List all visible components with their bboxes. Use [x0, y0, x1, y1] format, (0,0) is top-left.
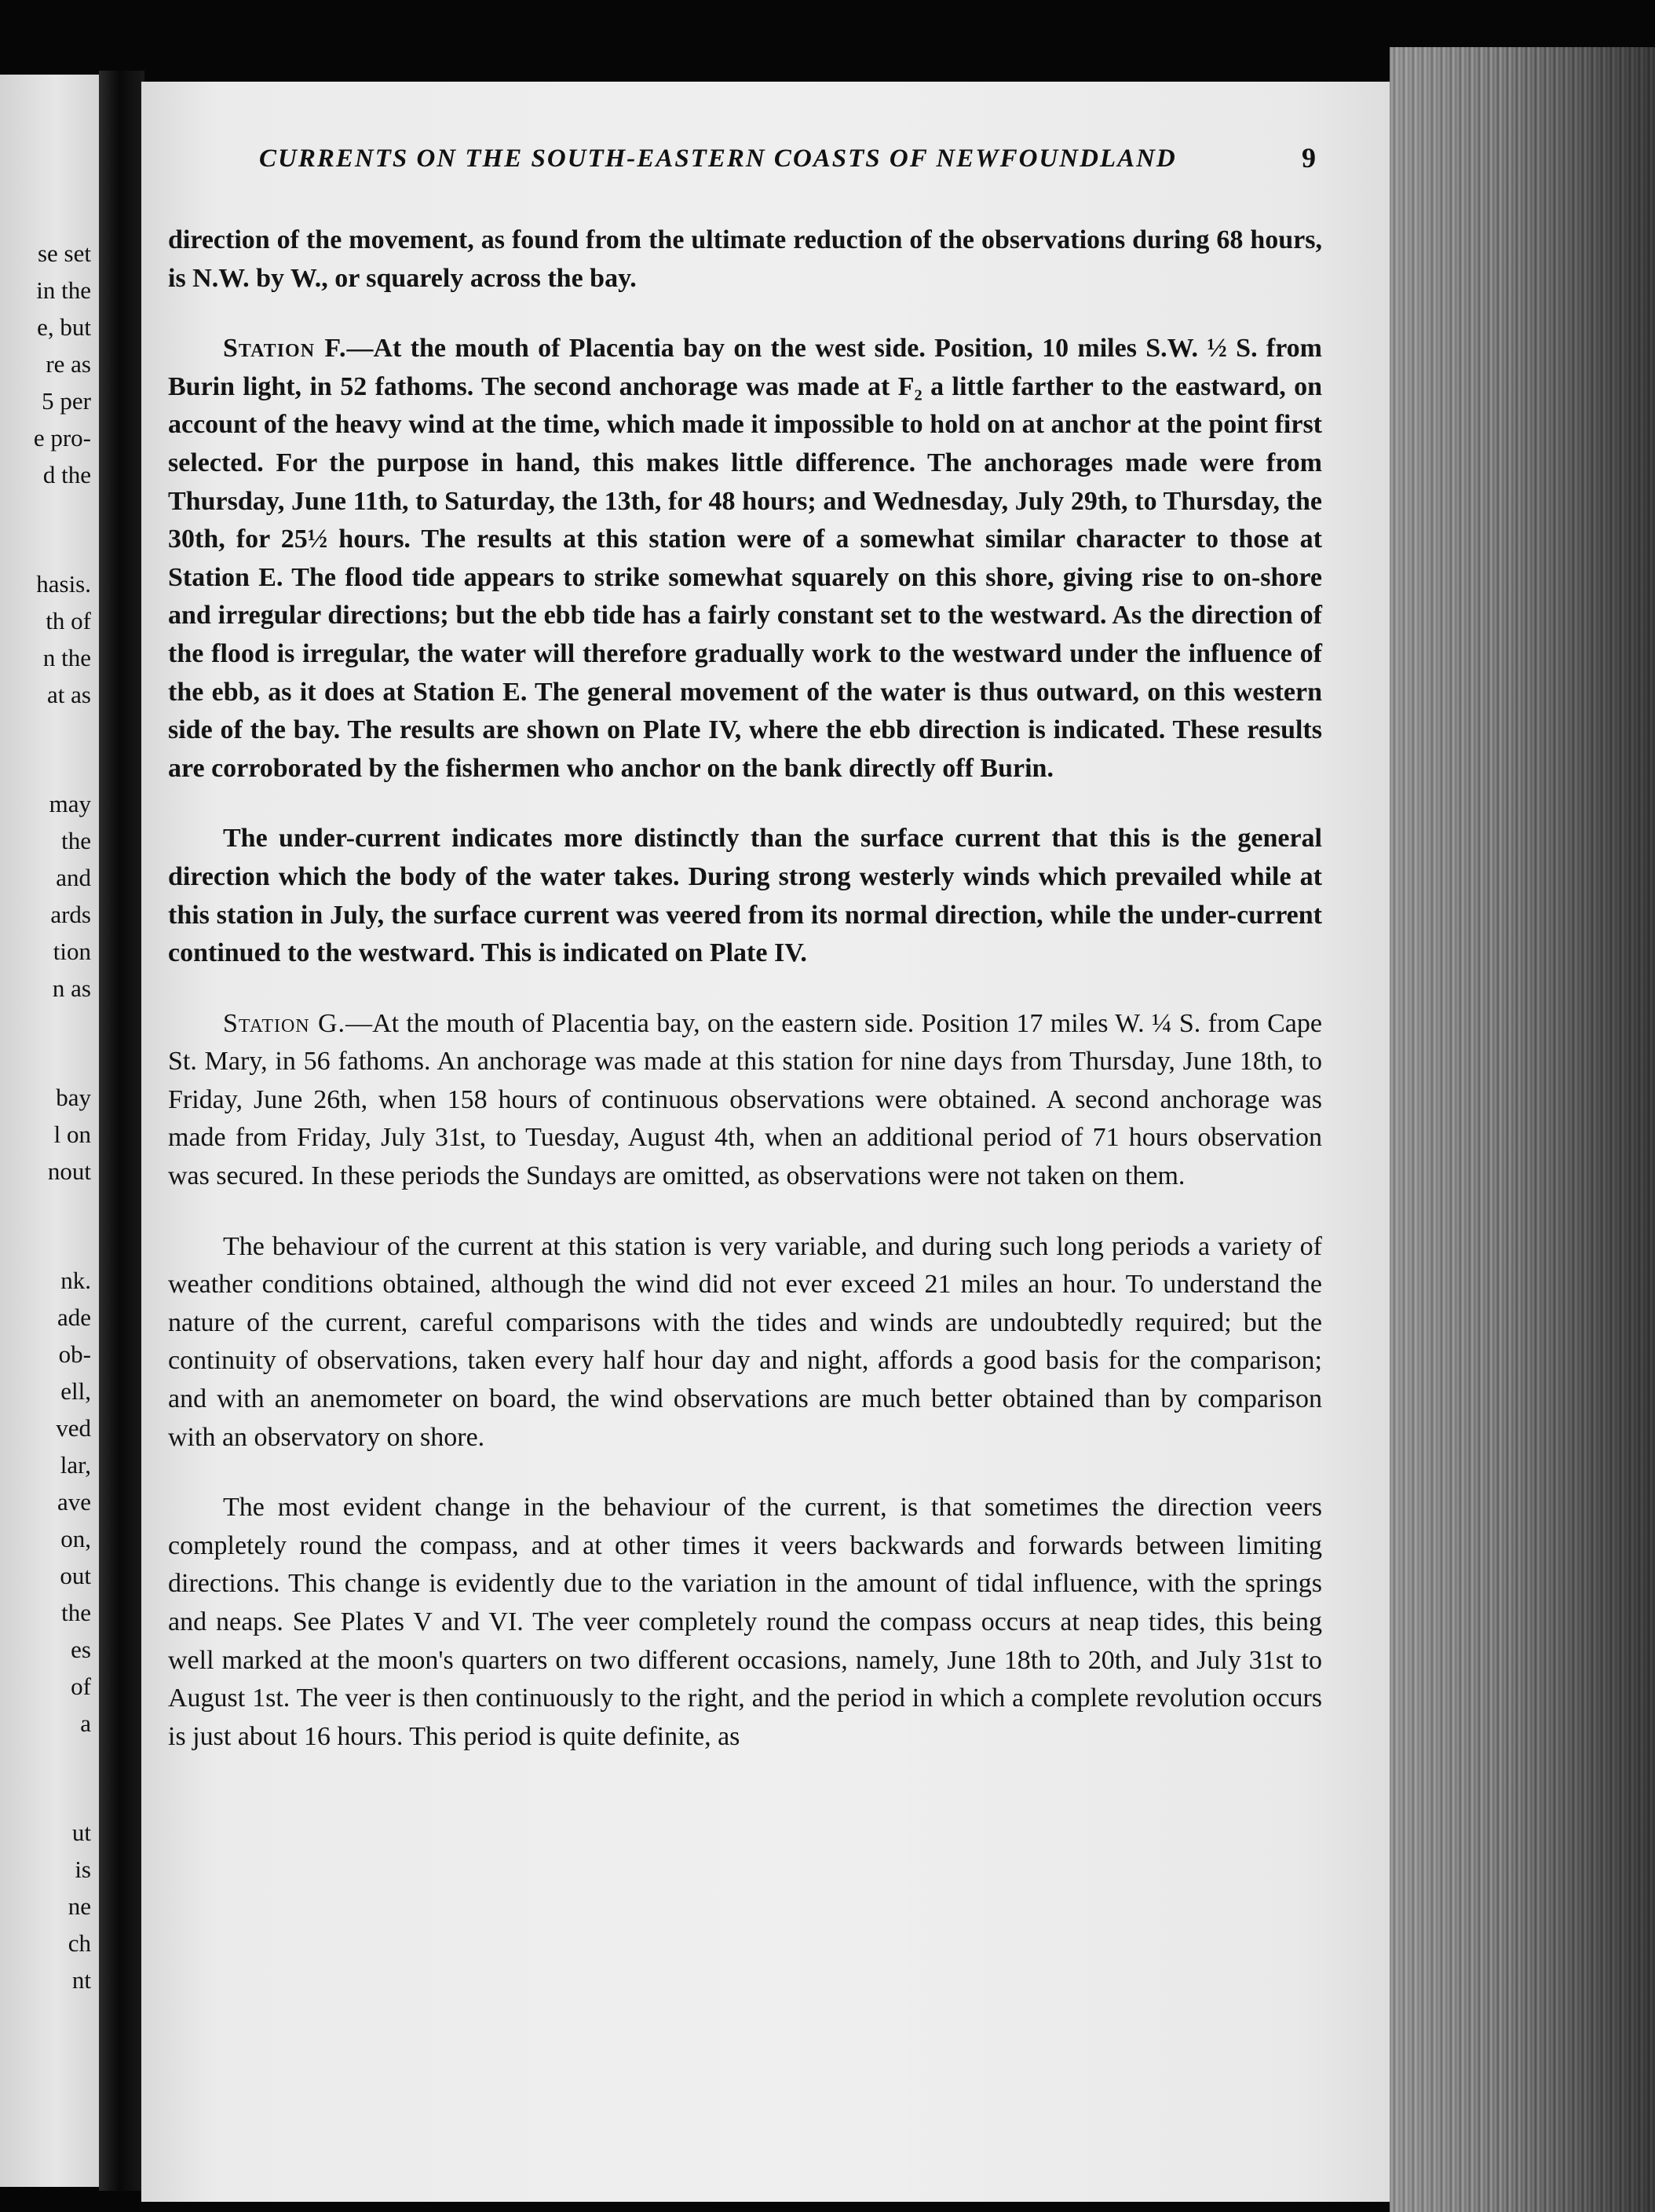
left-page-fragment: ards	[50, 901, 91, 928]
left-page-fragment: es	[71, 1636, 91, 1663]
left-page-fragment: out	[60, 1562, 91, 1589]
left-page-fragment: in the	[36, 276, 91, 304]
left-page-fragment: e, but	[37, 313, 91, 341]
left-page-fragment: ave	[57, 1488, 91, 1515]
left-page-fragment: re as	[46, 350, 91, 378]
paragraph-veer-compass	[168, 1489, 1322, 1756]
left-page-fragment: th of	[46, 607, 91, 634]
left-page-fragment: d the	[42, 461, 91, 488]
left-page-fragment: nt	[71, 1966, 91, 1994]
page-number: 9	[1302, 142, 1316, 174]
left-page-fragment: nout	[47, 1157, 91, 1185]
body-text	[168, 221, 1322, 1788]
book-gutter	[99, 71, 144, 2191]
left-page-fragment: bay	[56, 1084, 91, 1111]
left-page-fragment: and	[56, 864, 91, 891]
paragraph-continuation	[168, 221, 1322, 298]
left-page-fragment: hasis.	[36, 570, 91, 598]
left-page-fragment: ade	[57, 1303, 91, 1331]
paragraph-text: The most evident change in the behaviour of the current, is that sometimes the direction veers completely round the compass, and at other times it veers backwards and forwards between limiting directions. This change is evidently due to the variation in the amount of tidal influence, with the springs and neaps. See Plates V and VI. The veer completely round the compass occurs at neap tides, this being well marked at the moon's quarters on two different occasions, namely, June 18th to 20th, and July 31st to August 1st. The veer is then continuously to the right, and the period in which a complete revolution occurs is just about 16 hours. This period is quite definite, as	[168, 1493, 1322, 1751]
station-heading: Station F.	[223, 334, 347, 364]
left-page-fragment: ut	[71, 1819, 91, 1846]
left-page-fragment: e pro-	[33, 424, 91, 452]
paragraph-text: —At the mouth of Placentia bay, on the eastern side. Position 17 miles W. ¼ S. from Cape St. Mary, in 56 fathoms. An anchorage was made at this station for nine days from Thursday, June 18th, to Friday, June 26th, when 158 hours of continuous observations were obtained. A second anchorage was made from Friday, July 31st, to Tuesday, August 4th, when an additional period of 71 hours observation was secured. In these periods the Sundays are omitted, as observations were not taken on them.	[168, 1008, 1322, 1191]
left-page-fragment: on,	[60, 1525, 91, 1552]
left-page-fragment: 5 per	[42, 387, 91, 415]
left-page-fragment: the	[61, 1599, 91, 1626]
paragraph-text: direction of the movement, as found from the ultimate reduction of the observations during 68 hours, is N.W. by W., or squarely across the bay.	[168, 225, 1322, 293]
left-page-fragment: ne	[68, 1892, 91, 1920]
left-page-fragment: se set	[37, 239, 91, 267]
left-page-fragment: ell,	[60, 1377, 91, 1405]
paragraph-station-f	[168, 330, 1322, 788]
station-heading: Station G.	[223, 1008, 346, 1038]
page-edge-shadow	[1390, 47, 1655, 2212]
running-head: CURRENTS ON THE SOUTH-EASTERN COASTS OF NEWFOUNDLAND	[259, 144, 1177, 173]
left-page-fragment: l on	[53, 1121, 91, 1148]
left-page-fragment: ob-	[58, 1340, 91, 1368]
left-page-fragment: n the	[42, 644, 91, 671]
left-page-fragment: of	[71, 1673, 91, 1700]
left-facing-page	[0, 75, 99, 2187]
paragraph-station-g	[168, 1005, 1322, 1196]
left-page-fragment: is	[75, 1856, 91, 1883]
paragraph-current-behaviour	[168, 1228, 1322, 1457]
left-page-fragment: nk.	[60, 1267, 91, 1294]
paragraph-under-current	[168, 820, 1322, 972]
left-page-fragment: the	[61, 827, 91, 854]
left-page-fragment: tion	[53, 938, 91, 965]
left-page-fragment: ved	[56, 1414, 91, 1442]
left-page-fragment: lar,	[60, 1451, 91, 1479]
paragraph-text: —At the mouth of Placentia bay on the west side. Position, 10 miles S.W. ½ S. from Burin light, in 52 fathoms. The second anchorage was made at F₂ a little farther to the eastward, on account of the heavy wind at the time, which made it impossible to hold on at anchor at the point first selected. For the purpose in hand, this makes little difference. The anchorages made were from Thursday, June 11th, to Saturday, the 13th, for 48 hours; and Wednesday, July 29th, to Thursday, the 30th, for 25½ hours. The results at this station were of a somewhat similar character to those at Station E. The flood tide appears to strike somewhat squarely on this shore, giving rise to on-shore and irregular directions; but the ebb tide has a fairly constant set to the westward. As the direction of the flood is irregular, the water will therefore gradually work to the westward under the influence of the ebb, as it does at Station E. The general movement of the water is thus outward, on this western side of the bay. The results are shown on Plate IV, where the ebb direction is indicated. These results are corroborated by the fishermen who anchor on the bank directly off Burin.	[168, 334, 1322, 783]
left-page-fragment: may	[49, 790, 91, 817]
left-page-fragment: ch	[68, 1929, 91, 1957]
left-page-fragment: a	[80, 1709, 91, 1737]
left-page-fragment: at as	[47, 681, 91, 708]
left-page-fragment: n as	[52, 974, 91, 1002]
paragraph-text: The under-current indicates more distinctly than the surface current that this is the general direction which the body of the water takes. During strong westerly winds which prevailed while at this station in July, the surface current was veered from its normal direction, while the under-current continued to the westward. This is indicated on Plate IV.	[168, 824, 1322, 968]
paragraph-text: The behaviour of the current at this station is very variable, and during such long periods a variety of weather conditions obtained, although the wind did not ever exceed 21 miles an hour. To understand the nature of the current, careful comparisons with the tides and winds are undoubtedly required; but the continuity of observations, taken every half hour day and night, affords a good basis for the comparison; and with an anemometer on board, the wind observations are much better obtained than by comparison with an observatory on shore.	[168, 1231, 1322, 1452]
